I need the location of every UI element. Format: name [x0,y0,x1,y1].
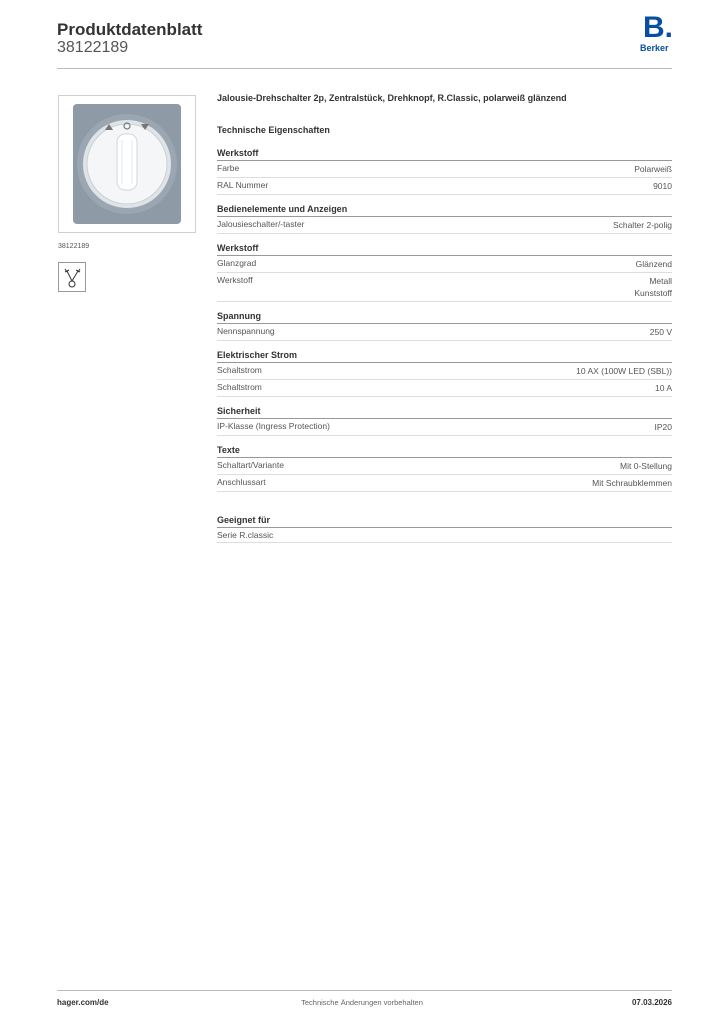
spec-row [217,324,672,341]
footer-website: hager.com/de [57,998,109,1007]
spec-row [217,380,672,397]
logo-text: Berker [640,43,669,53]
spec-value [634,163,672,175]
spec-value [634,275,672,299]
spec-section [217,406,672,436]
switch-symbol-icon [58,262,86,292]
spec-row [217,475,672,492]
footer-divider [57,990,672,991]
section-heading: Sicherheit [217,406,672,419]
spec-key: Glanzgrad [217,258,257,268]
section-heading: Bedienelemente und Anzeigen [217,204,672,217]
section-heading: Texte [217,445,672,458]
product-number: 38122189 [57,39,129,56]
spec-value [620,460,672,472]
spec-key: Anschlussart [217,477,266,487]
spec-key: Schaltstrom [217,382,262,392]
spec-row [217,161,672,178]
spec-section [217,311,672,341]
header-divider [57,68,672,69]
spec-key: Schaltart/Variante [217,460,284,470]
product-title: Jalousie-Drehschalter 2p, Zentralstück, Drehknopf, R.Classic, polarweiß glänzend [217,93,567,103]
spec-value-line: 250 V [649,327,672,337]
spec-value-line: Kunststoff [634,288,672,298]
footer-notice: Technische Änderungen vorbehalten [301,998,423,1007]
spec-value [613,219,672,231]
spec-value-line: 10 A [654,383,672,393]
spec-section [217,148,672,195]
spec-key: Schaltstrom [217,365,262,375]
spec-key: Werkstoff [217,275,253,285]
spec-value [653,180,672,192]
section-heading: Werkstoff [217,148,672,161]
spec-key: Farbe [217,163,240,173]
section-heading: Spannung [217,311,672,324]
image-caption: 38122189 [58,243,90,250]
spec-row [217,363,672,380]
logo-letter: B. [643,11,673,44]
spec-value-line: Mit Schraubklemmen [592,478,672,488]
spec-value-line: Metall [649,276,672,286]
tech-heading: Technische Eigenschaften [217,125,330,135]
spec-key: IP-Klasse (Ingress Protection) [217,421,330,431]
spec-value [576,365,672,377]
product-image [58,95,196,233]
spec-sections [217,148,672,543]
content-area [217,93,672,552]
spec-value-line: Mit 0-Stellung [620,461,672,471]
spec-row [217,178,672,195]
spec-value-line: Schalter 2-polig [612,220,672,230]
spec-value-line: IP20 [654,422,672,432]
spec-section [217,204,672,234]
spec-value-line: 10 AX (100W LED (SBL)) [576,366,672,376]
spec-key: Serie R.classic [217,530,274,540]
section-heading: Werkstoff [217,243,672,256]
spec-section [217,445,672,492]
berker-logo [640,11,674,54]
spec-section [217,515,672,543]
spec-row [217,256,672,273]
spec-row [217,458,672,475]
page-title: Produktdatenblatt [57,20,203,39]
spec-key: Nennspannung [217,326,275,336]
spec-value-line: Glänzend [635,259,672,269]
spec-row [217,273,672,302]
spec-value [655,421,673,433]
spec-section [217,350,672,397]
spec-value-line: Polarweiß [634,164,672,174]
footer-date: 07.03.2026 [631,998,672,1007]
section-heading: Elektrischer Strom [217,350,672,363]
spec-row [217,528,672,543]
spec-value-line: 9010 [653,181,672,191]
section-heading: Geeignet für [217,515,672,528]
spec-section [217,243,672,302]
spec-row [217,419,672,436]
rotary-switch-image [59,96,195,232]
spec-row [217,217,672,234]
spec-value [636,258,672,270]
spec-key: Jalousieschalter/-taster [217,219,305,229]
spec-key: RAL Nummer [217,180,269,190]
spec-value [655,382,672,394]
spec-value [650,326,672,338]
spec-value [592,477,672,489]
